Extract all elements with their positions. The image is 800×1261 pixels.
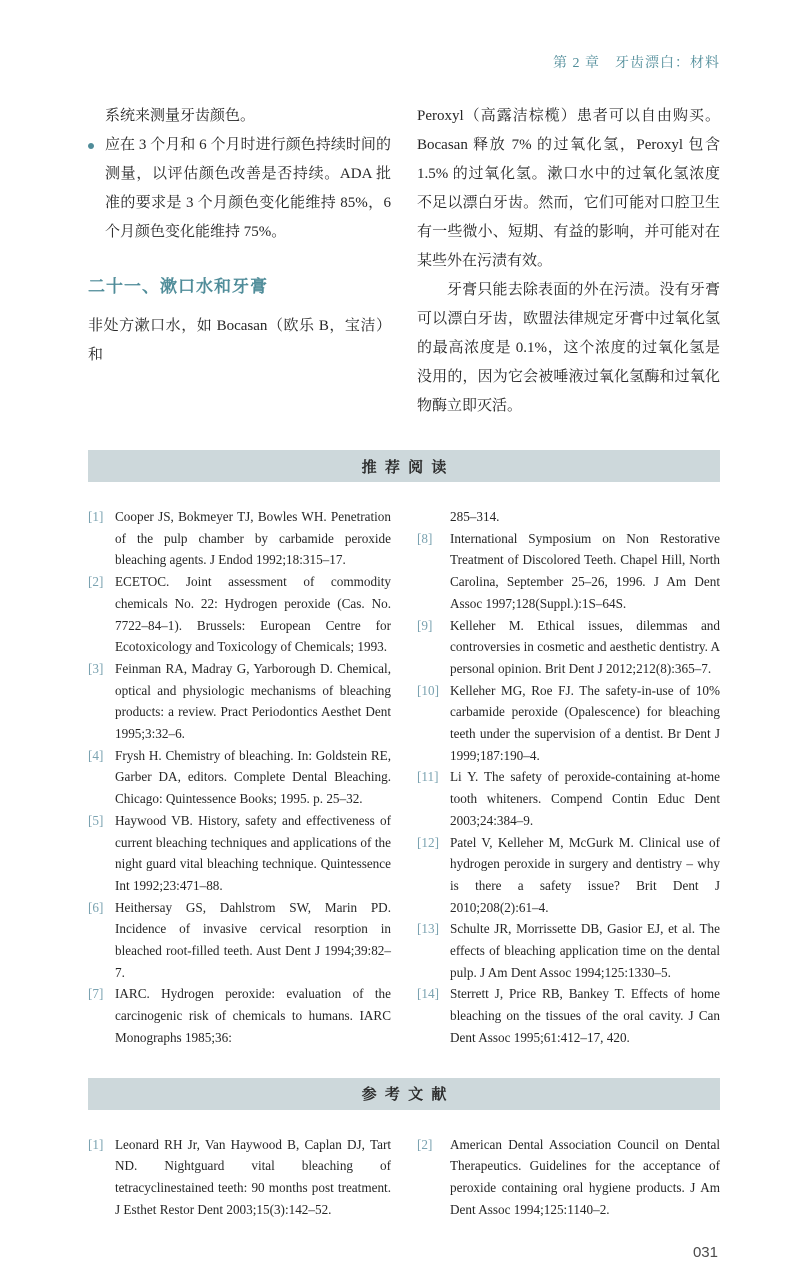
reference-number: [14] xyxy=(417,986,439,1002)
chapter-header: 第 2 章 牙齿漂白：材料 xyxy=(553,56,720,71)
reference-item xyxy=(417,983,720,1048)
intro-right-column xyxy=(417,102,720,421)
reference-text: Li Y. The safety of peroxide-containing at-home tooth whiteners. Compend Contin Educ Dent 2003;24:384–9. xyxy=(450,769,720,828)
reference-text: Schulte JR, Morrissette DB, Gasior EJ, et al. The effects of bleaching application time on the dental pulp. J Am Dent Assoc 1994;125:1330–5. xyxy=(450,921,720,980)
reference-item xyxy=(88,506,391,571)
reference-item xyxy=(88,810,391,897)
reference-item xyxy=(417,766,720,831)
references-right-column xyxy=(417,1134,720,1221)
intro-right-paragraph-1: Peroxyl（高露洁棕榄）患者可以自由购买。Bocasan 释放 7% 的过氧化氢，Peroxyl 包含 1.5% 的过氧化氢。漱口水中的过氧化氢浓度不足以漂白牙齿。然而，它们可能对口腔卫生有一些微小、短期、有益的影响，并可能对在某些外在污渍有效。 xyxy=(417,108,720,269)
reference-item xyxy=(88,658,391,745)
reference-number: [4] xyxy=(88,747,104,763)
reference-number: [12] xyxy=(417,834,439,850)
bullet-icon xyxy=(88,143,94,149)
references-list xyxy=(88,1134,720,1221)
reference-text: International Symposium on Non Restorative Treatment of Discolored Teeth. Chapel Hill, North Carolina, September 25–26, 1996. J Am Dent Assoc 1997;128(Suppl.):1S–64S. xyxy=(450,530,720,611)
reference-number: [2] xyxy=(88,574,104,590)
reference-item xyxy=(88,983,391,1048)
reference-number: [1] xyxy=(88,1136,104,1152)
reference-text: Kelleher M. Ethical issues, dilemmas and controversies in cosmetic and aesthetic dentistry. A personal opinion. Brit Dent J 2012;212(8):365–7. xyxy=(450,617,720,676)
reference-text: IARC. Hydrogen peroxide: evaluation of the carcinogenic risk of chemicals to humans. IARC Monographs 1985;36: xyxy=(115,986,391,1045)
reference-number: [7] xyxy=(88,986,104,1002)
reference-number: [11] xyxy=(417,769,439,785)
reference-text: Cooper JS, Bokmeyer TJ, Bowles WH. Penetration of the pulp chamber by carbamide peroxide bleaching agents. J Endod 1992;18:315–17. xyxy=(115,509,391,568)
reference-item xyxy=(417,615,720,680)
reference-number: [10] xyxy=(417,682,439,698)
intro-section xyxy=(88,102,720,421)
reference-item xyxy=(88,1134,391,1221)
reference-continuation: 285–314. xyxy=(450,509,500,524)
reference-item xyxy=(417,832,720,919)
intro-left-paragraph: 非处方漱口水，如 Bocasan（欧乐 B，宝洁）和 xyxy=(88,318,391,363)
reference-text: Leonard RH Jr, Van Haywood B, Caplan DJ, Tart ND. Nightguard vital bleaching of tetracyclinestained teeth: 90 months post treatment. J Esthet Restor Dent 2003;15(3):142–52. xyxy=(115,1136,391,1217)
recommended-reading-banner xyxy=(88,450,720,482)
reading-right-column xyxy=(417,506,720,1049)
reference-text: American Dental Association Council on Dental Therapeutics. Guidelines for the acceptance of peroxide containing oral hygiene products. J Am Dent Assoc 1994;125:1140–2. xyxy=(450,1136,720,1217)
continuation-text: 系统来测量牙齿颜色。 xyxy=(105,108,256,124)
reference-text: Feinman RA, Madray G, Yarborough D. Chemical, optical and physiologic mechanisms of bleaching products: a review. Pract Periodontics Aesthet Dent 1995;3:32–6. xyxy=(115,660,391,742)
page-number: 031 xyxy=(692,1244,718,1261)
reference-item xyxy=(417,528,720,615)
reference-text: Kelleher MG, Roe FJ. The safety-in-use of 10% carbamide peroxide (Opalescence) for bleaching teeth under the supervision of a dentist. Br Dent J 1999;187:190–4. xyxy=(450,682,720,763)
reference-text: Patel V, Kelleher M, McGurk M. Clinical use of hydrogen peroxide in surgery and dentistry – why is there a safety issue? Brit Dent J 2010;208(2):61–4. xyxy=(450,834,720,915)
recommended-reading-list xyxy=(88,506,720,1049)
reference-item xyxy=(88,571,391,658)
references-left-column xyxy=(88,1134,391,1221)
reference-item xyxy=(417,1134,720,1221)
intro-left-column xyxy=(88,102,391,421)
reference-number: [1] xyxy=(88,509,104,524)
reference-text: ECETOC. Joint assessment of commodity chemicals No. 22: Hydrogen peroxide (Cas. No. 7722–84–1). Brussels: European Centre for Ecotoxicology and Toxicology of Chemicals; 1993. xyxy=(115,574,391,655)
reference-number: [5] xyxy=(88,812,104,828)
bullet-text: 应在 3 个月和 6 个月时进行颜色持续时间的测量，以评估颜色改善是否持续。ADA 批准的要求是 3 个月颜色变化能维持 85%，6 个月颜色变化能维持 75%。 xyxy=(105,137,391,240)
reference-text: Sterrett J, Price RB, Bankey T. Effects of home bleaching on the tissues of the oral cavity. J Can Dent Assoc 1995;61:412–17, 420. xyxy=(450,986,720,1045)
reference-item xyxy=(417,918,720,983)
reference-number: [3] xyxy=(88,660,104,676)
bullet-list-item xyxy=(88,131,391,247)
section-heading: 二十一、漱口水和牙膏 xyxy=(88,277,268,296)
reference-number: [2] xyxy=(417,1136,433,1152)
references-title: 参考文献 xyxy=(361,1087,455,1104)
reference-text: Heithersay GS, Dahlstrom SW, Marin PD. Incidence of invasive cervical resorption in bleached root-filled teeth. Aust Dent J 1994;39:82–7. xyxy=(115,899,391,980)
reference-item xyxy=(88,897,391,984)
reference-item xyxy=(88,745,391,810)
recommended-reading-title: 推荐阅读 xyxy=(361,459,455,476)
reference-text: Frysh H. Chemistry of bleaching. In: Goldstein RE, Garber DA, editors. Complete Dental Bleaching. Chicago: Quintessence Books; 1995. p. 25–32. xyxy=(115,747,391,807)
reference-number: [9] xyxy=(417,617,433,633)
reading-left-column xyxy=(88,506,391,1049)
reference-number: [6] xyxy=(88,899,104,915)
reference-text: Haywood VB. History, safety and effectiveness of current bleaching techniques and applications of the night guard vital bleaching technique. Quintessence Int 1992;23:471–88. xyxy=(115,812,391,893)
references-banner xyxy=(88,1078,720,1110)
reference-number: [8] xyxy=(417,530,433,546)
intro-right-paragraph-2: 牙膏只能去除表面的外在污渍。没有牙膏可以漂白牙齿，欧盟法律规定牙膏中过氧化氢的最高浓度是 0.1%，这个浓度的过氧化氢是没用的，因为它会被唾液过氧化氢酶和过氧化物酶立即灭活。 xyxy=(417,282,720,414)
reference-number: [13] xyxy=(417,921,439,937)
reference-item xyxy=(417,680,720,767)
